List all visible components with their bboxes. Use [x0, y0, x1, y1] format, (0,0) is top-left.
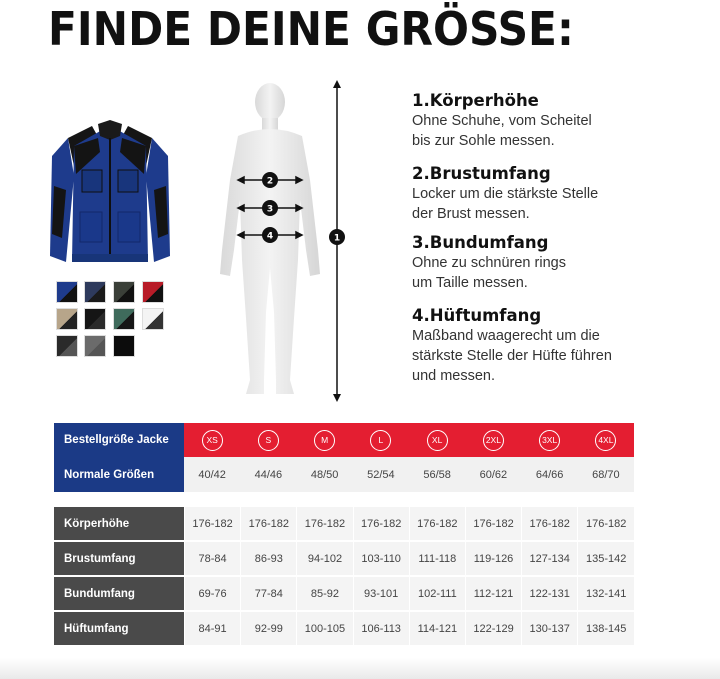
instruction-text: Maßband waagerecht um die — [412, 328, 600, 344]
normal-size-label: Normale Größen — [54, 457, 184, 492]
instruction-heading: 1.Körperhöhe — [412, 91, 539, 110]
measurement-value: 176-182 — [297, 507, 353, 541]
measurement-value: 138-145 — [578, 611, 634, 646]
measurement-row — [54, 576, 634, 611]
color-swatch[interactable] — [56, 308, 78, 330]
marker-1-label: 1 — [333, 233, 341, 244]
size-badge: XL — [427, 430, 448, 451]
normal-size-cell: 40/42 — [184, 457, 240, 492]
color-swatch[interactable] — [84, 308, 106, 330]
measurement-row — [54, 611, 634, 646]
size-cell — [240, 423, 296, 457]
bottom-fade — [0, 658, 720, 679]
measurement-value: 112-121 — [465, 576, 521, 611]
normal-size-cell: 44/46 — [240, 457, 296, 492]
instruction-text: Locker um die stärkste Stelle — [412, 186, 599, 202]
instruction-chest — [412, 164, 712, 224]
color-swatch[interactable] — [56, 281, 78, 303]
measurement-label: Bundumfang — [54, 576, 185, 611]
measurement-value: 106-113 — [353, 611, 409, 646]
color-swatch[interactable] — [142, 281, 164, 303]
normal-size-cell: 52/54 — [353, 457, 409, 492]
size-cell — [522, 423, 578, 457]
instruction-waist — [412, 233, 712, 293]
measurement-value: 176-182 — [578, 507, 634, 541]
color-swatch[interactable] — [56, 335, 78, 357]
jacket-image — [48, 116, 172, 268]
size-cell — [184, 423, 240, 457]
instruction-text: Ohne Schuhe, vom Scheitel — [412, 113, 592, 129]
instruction-text: und messen. — [412, 368, 496, 384]
measurement-value: 119-126 — [465, 541, 521, 576]
size-badge: 2XL — [483, 430, 504, 451]
marker-2-label: 2 — [266, 176, 274, 187]
measurement-value: 94-102 — [297, 541, 353, 576]
marker-4-label: 4 — [266, 231, 274, 242]
measurement-table — [54, 507, 634, 647]
order-size-row — [54, 423, 634, 457]
marker-3-label: 3 — [266, 204, 274, 215]
size-badge: S — [258, 430, 279, 451]
measurement-value: 92-99 — [241, 611, 297, 646]
color-swatch[interactable] — [113, 281, 135, 303]
measurement-value: 77-84 — [241, 576, 297, 611]
size-cell — [353, 423, 409, 457]
instruction-heading: 3.Bundumfang — [412, 233, 549, 252]
instruction-text: der Brust messen. — [412, 206, 530, 222]
measurement-value: 122-129 — [465, 611, 521, 646]
size-cell — [409, 423, 465, 457]
measurement-value: 69-76 — [185, 576, 241, 611]
measurement-value: 84-91 — [185, 611, 241, 646]
instruction-text: um Taille messen. — [412, 275, 528, 291]
measurement-value: 176-182 — [522, 507, 578, 541]
measurement-value: 176-182 — [409, 507, 465, 541]
measurement-value: 86-93 — [241, 541, 297, 576]
normal-size-cell: 68/70 — [578, 457, 634, 492]
measurement-value: 102-111 — [409, 576, 465, 611]
size-badge: 4XL — [595, 430, 616, 451]
measurement-value: 130-137 — [522, 611, 578, 646]
measurement-value: 132-141 — [578, 576, 634, 611]
size-cell — [578, 423, 634, 457]
size-cell — [465, 423, 521, 457]
instruction-text: stärkste Stelle der Hüfte führen — [412, 348, 612, 364]
instruction-text: bis zur Sohle messen. — [412, 133, 555, 149]
measurement-value: 176-182 — [465, 507, 521, 541]
page-title: FINDE DEINE GRÖSSE: — [48, 2, 574, 56]
size-badge: L — [370, 430, 391, 451]
instruction-hip — [412, 306, 712, 386]
instruction-height — [412, 91, 712, 151]
size-table — [54, 423, 634, 492]
color-swatch[interactable] — [84, 281, 106, 303]
measurement-label: Körperhöhe — [54, 507, 185, 541]
measurement-value: 122-131 — [522, 576, 578, 611]
normal-size-cell: 60/62 — [465, 457, 521, 492]
size-cell — [297, 423, 353, 457]
measurement-value: 176-182 — [241, 507, 297, 541]
measurement-value: 176-182 — [353, 507, 409, 541]
instruction-heading: 4.Hüftumfang — [412, 306, 542, 325]
measurement-row — [54, 507, 634, 541]
measurement-value: 176-182 — [185, 507, 241, 541]
measurement-value: 111-118 — [409, 541, 465, 576]
body-figure — [210, 80, 330, 402]
measurement-value: 93-101 — [353, 576, 409, 611]
color-swatch[interactable] — [84, 335, 106, 357]
measurement-value: 85-92 — [297, 576, 353, 611]
measurement-label: Brustumfang — [54, 541, 185, 576]
normal-size-cell: 48/50 — [297, 457, 353, 492]
normal-size-cell: 56/58 — [409, 457, 465, 492]
measurement-value: 78-84 — [185, 541, 241, 576]
measurement-value: 103-110 — [353, 541, 409, 576]
measurement-label: Hüftumfang — [54, 611, 185, 646]
color-swatch[interactable] — [113, 335, 135, 357]
size-badge: 3XL — [539, 430, 560, 451]
size-badge: M — [314, 430, 335, 451]
height-measure — [326, 80, 348, 402]
measurement-value: 135-142 — [578, 541, 634, 576]
color-swatch[interactable] — [142, 308, 164, 330]
measurement-value: 100-105 — [297, 611, 353, 646]
measurement-row — [54, 541, 634, 576]
order-size-label: Bestellgröße Jacke — [54, 423, 184, 457]
instruction-heading: 2.Brustumfang — [412, 164, 551, 183]
normal-size-cell: 64/66 — [522, 457, 578, 492]
instruction-text: Ohne zu schnüren rings — [412, 255, 566, 271]
normal-size-row — [54, 457, 634, 492]
measurement-value: 114-121 — [409, 611, 465, 646]
measurement-value: 127-134 — [522, 541, 578, 576]
size-badge: XS — [202, 430, 223, 451]
color-swatch[interactable] — [113, 308, 135, 330]
